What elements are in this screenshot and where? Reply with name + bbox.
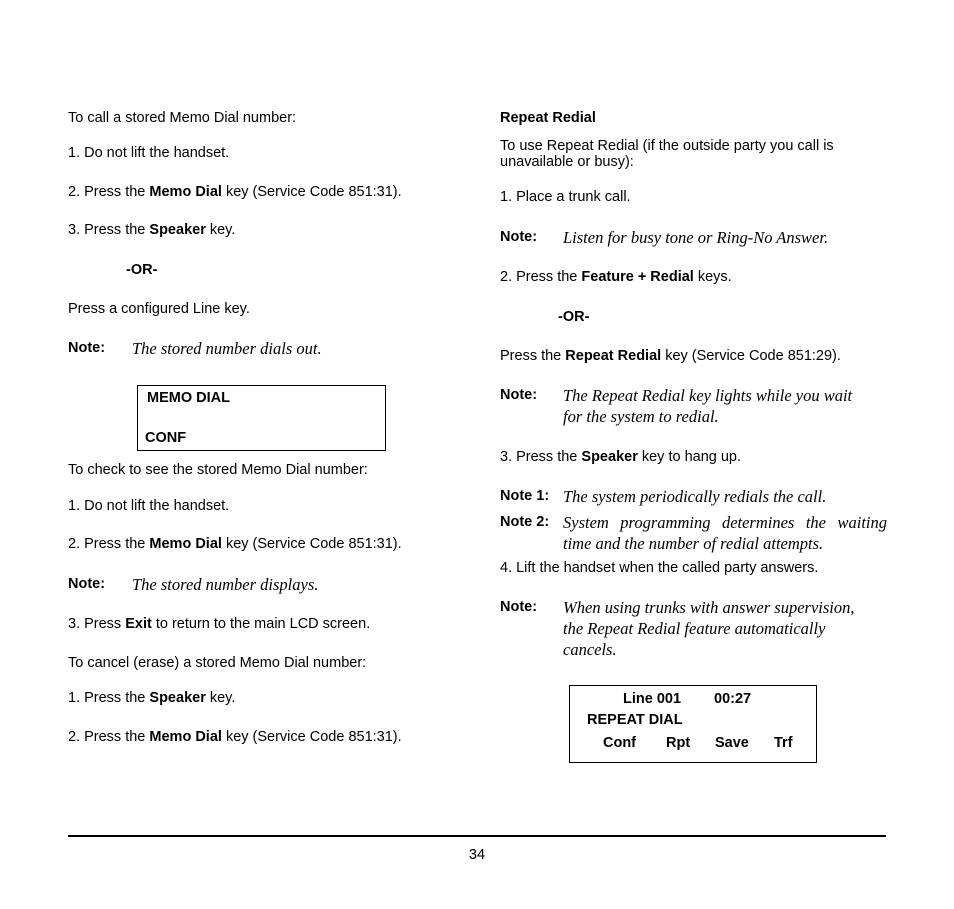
intro-cancel: To cancel (erase) a stored Memo Dial number: bbox=[68, 655, 367, 671]
call-step-2: 2. Press the Memo Dial key (Service Code 851:31). bbox=[68, 184, 402, 200]
note-text-line-1: System programming determines the waiting bbox=[563, 513, 887, 532]
note-text-line-1: The Repeat Redial key lights while you wait bbox=[563, 386, 853, 405]
footer-rule bbox=[68, 835, 886, 837]
lcd-line-1: MEMO DIAL bbox=[147, 390, 230, 406]
cancel-step-1: 1. Press the Speaker key. bbox=[68, 690, 236, 706]
lcd-time: 00:27 bbox=[714, 691, 752, 707]
lcd-line-number: Line 001 bbox=[623, 691, 682, 707]
note-label: Note: bbox=[500, 387, 538, 403]
note-text: The stored number displays. bbox=[132, 575, 319, 594]
or-separator: -OR- bbox=[558, 309, 590, 325]
note-text-line-2: the Repeat Redial feature automatically bbox=[563, 619, 826, 638]
note-label: Note: bbox=[68, 340, 106, 356]
step-1: 1. Place a trunk call. bbox=[500, 189, 631, 205]
check-step-1: 1. Do not lift the handset. bbox=[68, 498, 230, 514]
step-2: 2. Press the Feature + Redial keys. bbox=[500, 269, 732, 285]
note-label: Note: bbox=[68, 576, 106, 592]
lcd-repeat-redial bbox=[569, 685, 817, 763]
step-4: 4. Lift the handset when the called party answers. bbox=[500, 560, 819, 576]
note-label: Note: bbox=[500, 599, 538, 615]
intro-call: To call a stored Memo Dial number: bbox=[68, 110, 297, 126]
note-text-line-2: for the system to redial. bbox=[563, 407, 719, 426]
lcd-softkey-trf: Trf bbox=[774, 735, 793, 751]
step-3: 3. Press the Speaker key to hang up. bbox=[500, 449, 742, 465]
lcd-softkey-rpt: Rpt bbox=[666, 735, 691, 751]
section-heading: Repeat Redial bbox=[500, 110, 596, 126]
check-step-3: 3. Press Exit to return to the main LCD screen. bbox=[68, 616, 371, 632]
page-number: 34 bbox=[468, 847, 486, 863]
note-label: Note: bbox=[500, 229, 538, 245]
lcd-softkey-conf: Conf bbox=[603, 735, 637, 751]
intro-check: To check to see the stored Memo Dial number: bbox=[68, 462, 368, 478]
lcd-memo-dial bbox=[137, 385, 386, 451]
call-step-1: 1. Do not lift the handset. bbox=[68, 145, 230, 161]
lcd-status: REPEAT DIAL bbox=[587, 712, 683, 728]
intro-line-2: unavailable or busy): bbox=[500, 154, 634, 170]
note-label: Note 2: bbox=[500, 514, 550, 530]
line-key-text: Press a configured Line key. bbox=[68, 301, 250, 317]
note-text-line-3: cancels. bbox=[563, 640, 617, 659]
note-text-line-1: When using trunks with answer supervision, bbox=[563, 598, 855, 617]
note-label: Note 1: bbox=[500, 488, 550, 504]
alt-step: Press the Repeat Redial key (Service Code 851:29). bbox=[500, 348, 841, 364]
intro-line-1: To use Repeat Redial (if the outside party you call is bbox=[500, 138, 834, 154]
or-separator: -OR- bbox=[126, 262, 158, 278]
lcd-softkey-conf: CONF bbox=[145, 430, 187, 446]
cancel-step-2: 2. Press the Memo Dial key (Service Code 851:31). bbox=[68, 729, 402, 745]
note-text: Listen for busy tone or Ring-No Answer. bbox=[563, 228, 829, 247]
note-text-line-2: time and the number of redial attempts. bbox=[563, 534, 824, 553]
call-step-3: 3. Press the Speaker key. bbox=[68, 222, 236, 238]
check-step-2: 2. Press the Memo Dial key (Service Code 851:31). bbox=[68, 536, 402, 552]
lcd-softkey-save: Save bbox=[715, 735, 749, 751]
note-text: The stored number dials out. bbox=[132, 339, 322, 358]
note-text: The system periodically redials the call. bbox=[563, 487, 827, 506]
